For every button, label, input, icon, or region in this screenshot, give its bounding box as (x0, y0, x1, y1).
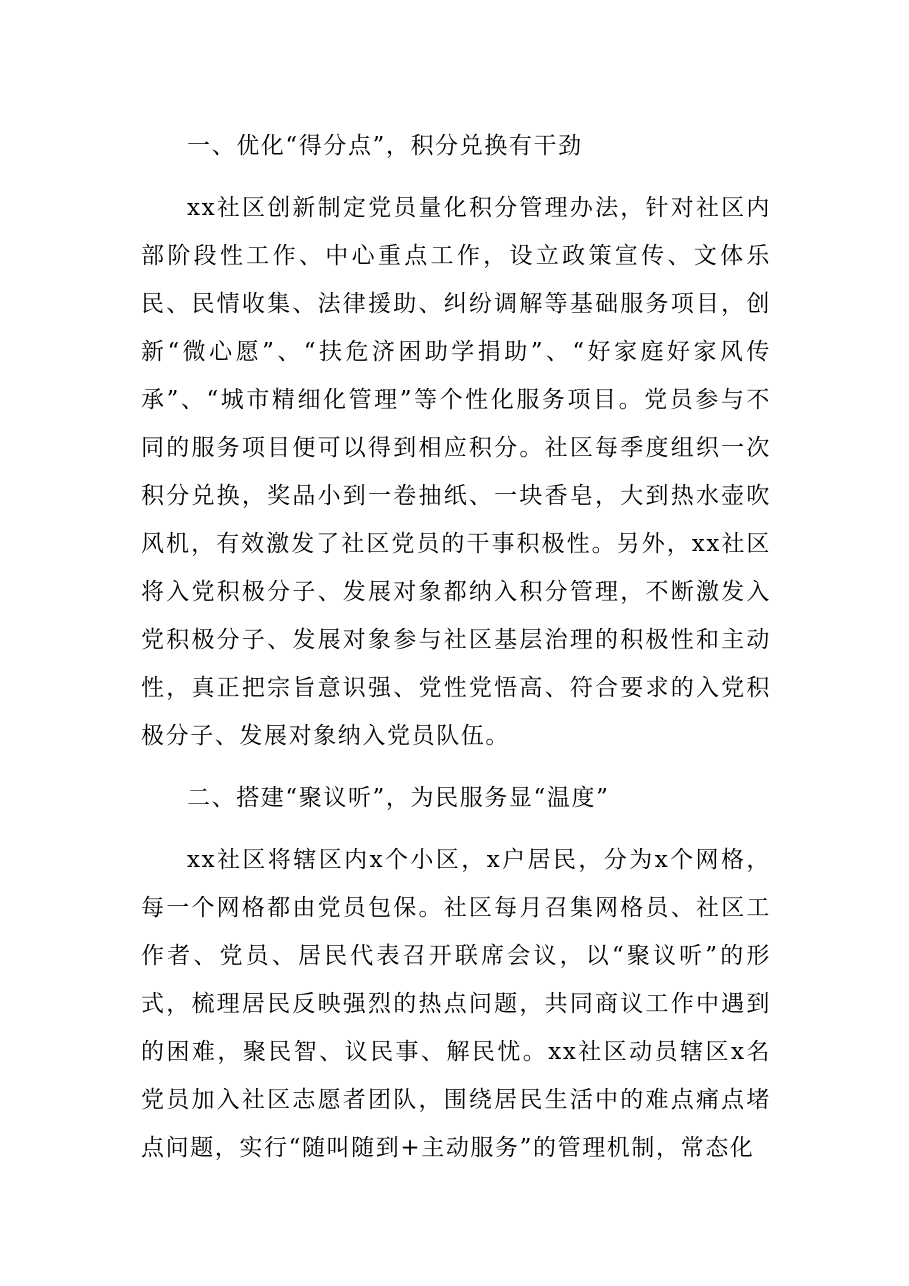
document-body (141, 122, 771, 1186)
section-2-heading: 二、搭建“聚议听”，为民服务显“温度” (187, 785, 610, 811)
section-1-paragraph: xx社区创新制定党员量化积分管理办法，针对社区内部阶段性工作、中心重点工作，设立政策宣传、文体乐民、民情收集、法律援助、纠纷调解等基础服务项目，创新“微心愿”、“扶危济困助学捐助”、“好家庭好家风传承”、“城市精细化管理”等个性化服务项目。党员参与不同的服务项目便可以得到相应积分。社区每季度组织一次积分兑换，奖品小到一卷抽纸、一块香皂，大到热水壶吹风机，有效激发了社区党员的干事积极性。另外，xx社区将入党积极分子、发展对象都纳入积分管理，不断激发入党积极分子、发展对象参与社区基层治理的积极性和主动性，真正把宗旨意识强、党性党悟高、符合要求的入党积极分子、发展对象纳入党员队伍。 (141, 195, 771, 749)
section-1-heading: 一、优化“得分点”，积分兑换有干劲 (187, 133, 583, 159)
section-2-paragraph: xx社区将辖区内x个小区，x户居民，分为x个网格，每一个网格都由党员包保。社区每月召集网格员、社区工作者、党员、居民代表召开联席会议，以“聚议听”的形式，梳理居民反映强烈的热点问题，共同商议工作中遇到的困难，聚民智、议民事、解民忧。xx社区动员辖区x名党员加入社区志愿者团队，围绕居民生活中的难点痛点堵点问题，实行“随叫随到+主动服务”的管理机制，常态化 (141, 847, 771, 1161)
